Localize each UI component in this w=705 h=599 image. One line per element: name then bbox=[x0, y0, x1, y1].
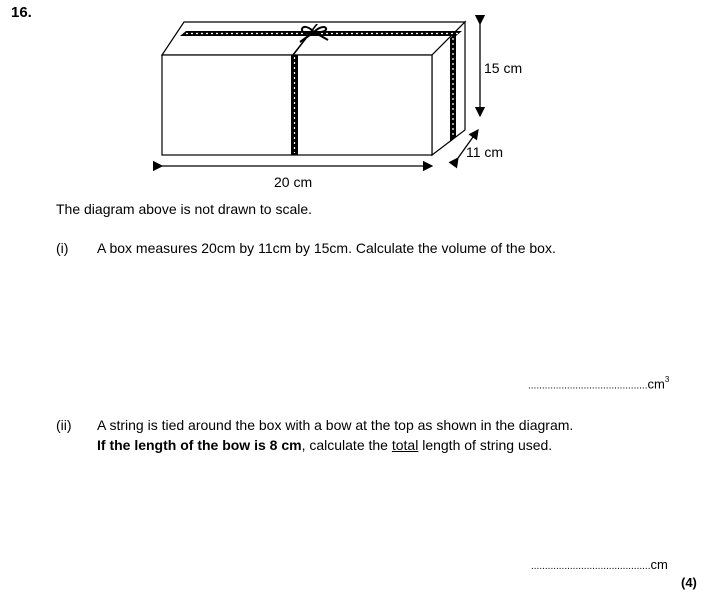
part-i-label: (i) bbox=[56, 240, 69, 256]
length-unit: cm bbox=[650, 557, 668, 572]
part-i-text: A box measures 20cm by 11cm by 15cm. Calculate the volume of the box. bbox=[97, 240, 556, 256]
box-top-face bbox=[162, 22, 465, 55]
question-number: 16. bbox=[11, 4, 32, 21]
part-ii-line2-end: length of string used. bbox=[418, 437, 553, 453]
part-i-answer-line[interactable] bbox=[528, 375, 669, 393]
marks-badge: (4) bbox=[681, 575, 697, 590]
answer-dots: ........................................... bbox=[528, 380, 648, 392]
scale-note: The diagram above is not drawn to scale. bbox=[56, 201, 313, 217]
width-label: 20 cm bbox=[274, 174, 313, 190]
string-front-band bbox=[291, 55, 298, 155]
answer-dots: ........................................... bbox=[531, 561, 651, 572]
volume-unit: cm bbox=[647, 376, 665, 392]
part-ii-line2 bbox=[97, 437, 552, 453]
box-diagram bbox=[0, 0, 705, 200]
depth-label: 11 cm bbox=[466, 144, 504, 160]
part-ii-line1: A string is tied around the box with a bow at the top as shown in the diagram. bbox=[97, 417, 574, 433]
part-ii-answer-line[interactable] bbox=[531, 556, 668, 574]
volume-unit-exponent: 3 bbox=[664, 375, 670, 384]
part-ii-line2-mid: , calculate the bbox=[301, 437, 392, 453]
bow-length-condition: If the length of the bow is 8 cm bbox=[97, 437, 302, 453]
height-label: 15 cm bbox=[484, 60, 523, 76]
part-ii-label: (ii) bbox=[56, 417, 72, 433]
total-word: total bbox=[391, 437, 419, 453]
